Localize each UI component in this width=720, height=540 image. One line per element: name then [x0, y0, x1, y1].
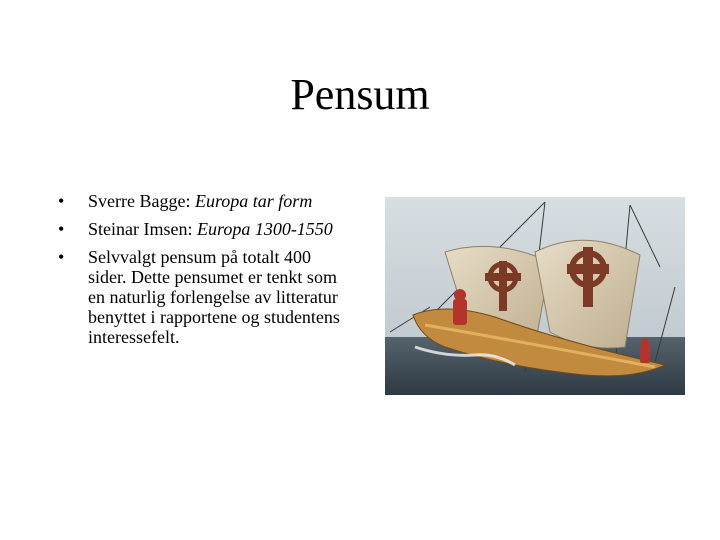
bullet-marker: • — [58, 191, 65, 211]
ship-photo — [385, 197, 685, 395]
slide-title: Pensum — [290, 70, 430, 119]
bullet-item — [58, 191, 348, 211]
bullet-text: Steinar Imsen: — [88, 219, 197, 239]
bullet-marker: • — [58, 247, 65, 267]
bullet-text: Sverre Bagge: — [88, 191, 195, 211]
bullet-item — [58, 219, 348, 239]
bullet-emphasis: Europa 1300-1550 — [196, 219, 333, 239]
bullet-emphasis: Europa tar form — [194, 191, 313, 211]
bullet-item — [58, 247, 348, 347]
bullet-marker: • — [58, 219, 65, 239]
bullet-text: Selvvalgt pensum på totalt 400 sider. Dette pensumet er tenkt som en naturlig forlengelse av litteratur benyttet i rapportene og studentens interessefelt. — [88, 247, 340, 347]
bullet-list — [58, 191, 348, 355]
viking-ship-illustration — [385, 197, 685, 395]
